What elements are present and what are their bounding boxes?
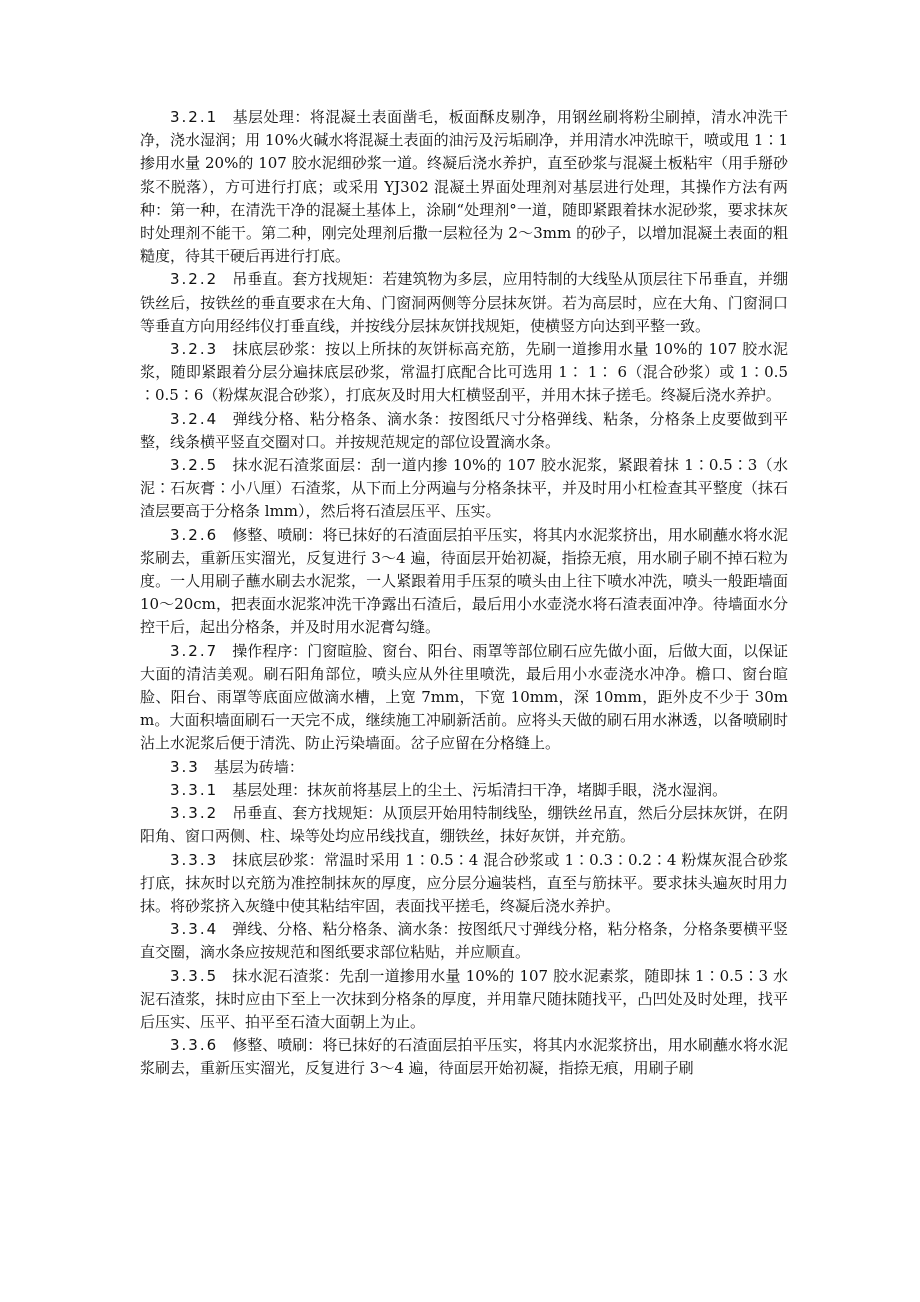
section-number: 3.2.2 bbox=[170, 270, 219, 289]
section-text: 抹水泥石渣浆：先刮一道掺用水量 10%的 107 胶水泥素浆，随即抹 1∶0.5∶3 水泥石渣浆，抹时应由下至上一次抹到分格条的厚度，并用靠尺随抹随找平，凸凹处及时处理，找平后压实、压平、拍平至石渣大面朝上为止。 bbox=[140, 966, 788, 1031]
section-text: 抹底层砂浆：按以上所抹的灰饼标高充筋，先刷一道掺用水量 10%的 107 胶水泥浆，随即紧跟着分层分遍抹底层砂浆，常温打底配合比可选用 1∶ 1∶ 6（混合砂浆）或 1∶0.5∶0.5∶6（粉煤灰混合砂浆），打底灰及时用大杠横竖刮平，并用木抹子搓毛。终凝后浇水养护。 bbox=[140, 340, 788, 405]
section-text: 弹线、分格、粘分格条、滴水条：按图纸尺寸弹线分格，粘分格条，分格条要横平竖直交圈，滴水条应按规范和图纸要求部位粘贴，并应顺直。 bbox=[140, 920, 788, 962]
section-number: 3.3.1 bbox=[170, 780, 219, 799]
section-3-3-5 bbox=[140, 965, 788, 1035]
section-number: 3.2.6 bbox=[170, 525, 219, 544]
section-number: 3.2.5 bbox=[170, 456, 219, 475]
section-3-3-4 bbox=[140, 918, 788, 964]
section-text: 操作程序：门窗暄脸、窗台、阳台、雨罩等部位刷石应先做小面，后做大面，以保证大面的清洁美观。刷石阳角部位，喷头应从外往里喷洗，最后用小水壶浇水冲净。檐口、窗台暄脸、阳台、雨罩等底面应做滴水槽，上宽 7mm，下宽 10mm，深 10mm，距外皮不少于 30mm。大面积墙面刷石一天完不成，继续施工冲刷新活前。应将头天做的刷石用水淋透，以备喷刷时沾上水泥浆后便于清洗、防止污染墙面。岔子应留在分格缝上。 bbox=[140, 641, 788, 753]
section-text: 弹线分格、粘分格条、滴水条：按图纸尺寸分格弹线、粘条，分格条上皮要做到平整，线条横平竖直交圈对口。并按规范规定的部位设置滴水条。 bbox=[140, 409, 788, 451]
section-text: 吊垂直。套方找规矩：若建筑物为多层，应用特制的大线坠从顶层往下吊垂直，并绷铁丝后，按铁丝的垂直要求在大角、门窗洞两侧等分层抹灰饼。若为高层时，应在大角、门窗洞口等垂直方向用经纬仪打垂直线，并按线分层抹灰饼找规矩，使横竖方向达到平整一致。 bbox=[140, 270, 788, 335]
section-text: 基层处理：将混凝土表面凿毛，板面酥皮剔净，用钢丝刷将粉尘刷掉，清水冲洗干净，浇水湿润；用 10%火碱水将混凝土表面的油污及污垢刷净，并用清水冲洗晾干，喷或甩 1∶1 掺用水量 20%的 107 胶水泥细砂浆一道。终凝后浇水养护，直至砂浆与混凝土板粘牢（用手掰砂浆不脱落），方可进行打底；或采用 YJ302 混凝土界面处理剂对基层进行处理，其操作方法有两种：第一种，在清洗干净的混凝土基体上，涂刷“处理剂°一道，随即紧跟着抹水泥砂浆，要求抹灰时处理剂不能干。第二种，刚完处理剂后撒一层粒径为 2～3mm 的砂子，以增加混凝土表面的粗糙度，待其干硬后再进行打底。 bbox=[140, 108, 788, 266]
section-number: 3.2.7 bbox=[170, 641, 219, 660]
section-3-3-1 bbox=[140, 779, 788, 802]
section-text: 修整、喷刷：将已抹好的石渣面层拍平压实，将其内水泥浆挤出，用水刷蘸水将水泥浆刷去，重新压实溜光，反复进行 3～4 遍，待面层开始初凝，指捺无痕，用水刷子刷不掉石粒为度。一人用刷子蘸水刷去水泥浆，一人紧跟着用手压泵的喷头由上往下喷水冲洗，喷头一般距墙面 10～20cm，把表面水泥浆冲洗干净露出石渣后，最后用小水壶浇水将石渣表面冲净。待墙面水分控干后，起出分格条，并及时用水泥膏勾缝。 bbox=[140, 525, 788, 637]
section-3-2-5 bbox=[140, 454, 788, 524]
section-number: 3.3.6 bbox=[170, 1036, 219, 1055]
section-3-2-3 bbox=[140, 338, 788, 408]
section-number: 3.2.3 bbox=[170, 340, 219, 359]
section-text: 吊垂直、套方找规矩：从顶层开始用特制线坠，绷铁丝吊直，然后分层抹灰饼，在阴阳角、窗口两侧、柱、垛等处均应吊线找直，绷铁丝，抹好灰饼，并充筋。 bbox=[140, 804, 788, 846]
section-number: 3.3.2 bbox=[170, 804, 219, 823]
section-3-2-7 bbox=[140, 640, 788, 756]
section-3-2-4 bbox=[140, 408, 788, 454]
section-3-2-1 bbox=[140, 106, 788, 268]
section-text: 抹底层砂浆：常温时采用 1∶0.5∶4 混合砂浆或 1∶0.3∶0.2∶4 粉煤灰混合砂浆打底，抹灰时以充筋为准控制抹灰的厚度，应分层分遍装档，直至与筋抹平。要求抹头遍灰时用力抹。将砂浆挤入灰缝中使其粘结牢固，表面找平搓毛，终凝后浇水养护。 bbox=[140, 850, 788, 915]
section-number: 3.3.5 bbox=[170, 966, 219, 985]
section-3-3 bbox=[140, 756, 788, 779]
section-text: 修整、喷刷：将已抹好的石渣面层拍平压实，将其内水泥浆挤出，用水刷蘸水将水泥浆刷去，重新压实溜光，反复进行 3～4 遍，待面层开始初凝，指捺无痕，用刷子刷 bbox=[140, 1036, 788, 1078]
section-number: 3.2.1 bbox=[170, 108, 219, 126]
section-text: 基层处理：抹灰前将基层上的尘土、污垢清扫干净，堵脚手眼，浇水湿润。 bbox=[232, 780, 728, 799]
section-3-3-6 bbox=[140, 1034, 788, 1080]
section-number: 3.3.4 bbox=[170, 920, 219, 939]
section-number: 3.3 bbox=[170, 757, 200, 776]
document-page bbox=[140, 106, 788, 1081]
section-number: 3.3.3 bbox=[170, 850, 219, 869]
section-3-2-2 bbox=[140, 268, 788, 338]
section-number: 3.2.4 bbox=[170, 409, 219, 428]
section-3-3-3 bbox=[140, 849, 788, 919]
section-3-2-6 bbox=[140, 524, 788, 640]
section-text: 抹水泥石渣浆面层：刮一道内掺 10%的 107 胶水泥浆，紧跟着抹 1∶0.5∶3（水泥∶石灰膏∶小八厘）石渣浆，从下而上分两遍与分格条抹平，并及时用小杠检查其平整度（抹石渣层要高于分格条 lmm），然后将石渣层压平、压实。 bbox=[140, 456, 788, 521]
section-3-3-2 bbox=[140, 802, 788, 848]
section-text: 基层为砖墙： bbox=[213, 757, 304, 776]
